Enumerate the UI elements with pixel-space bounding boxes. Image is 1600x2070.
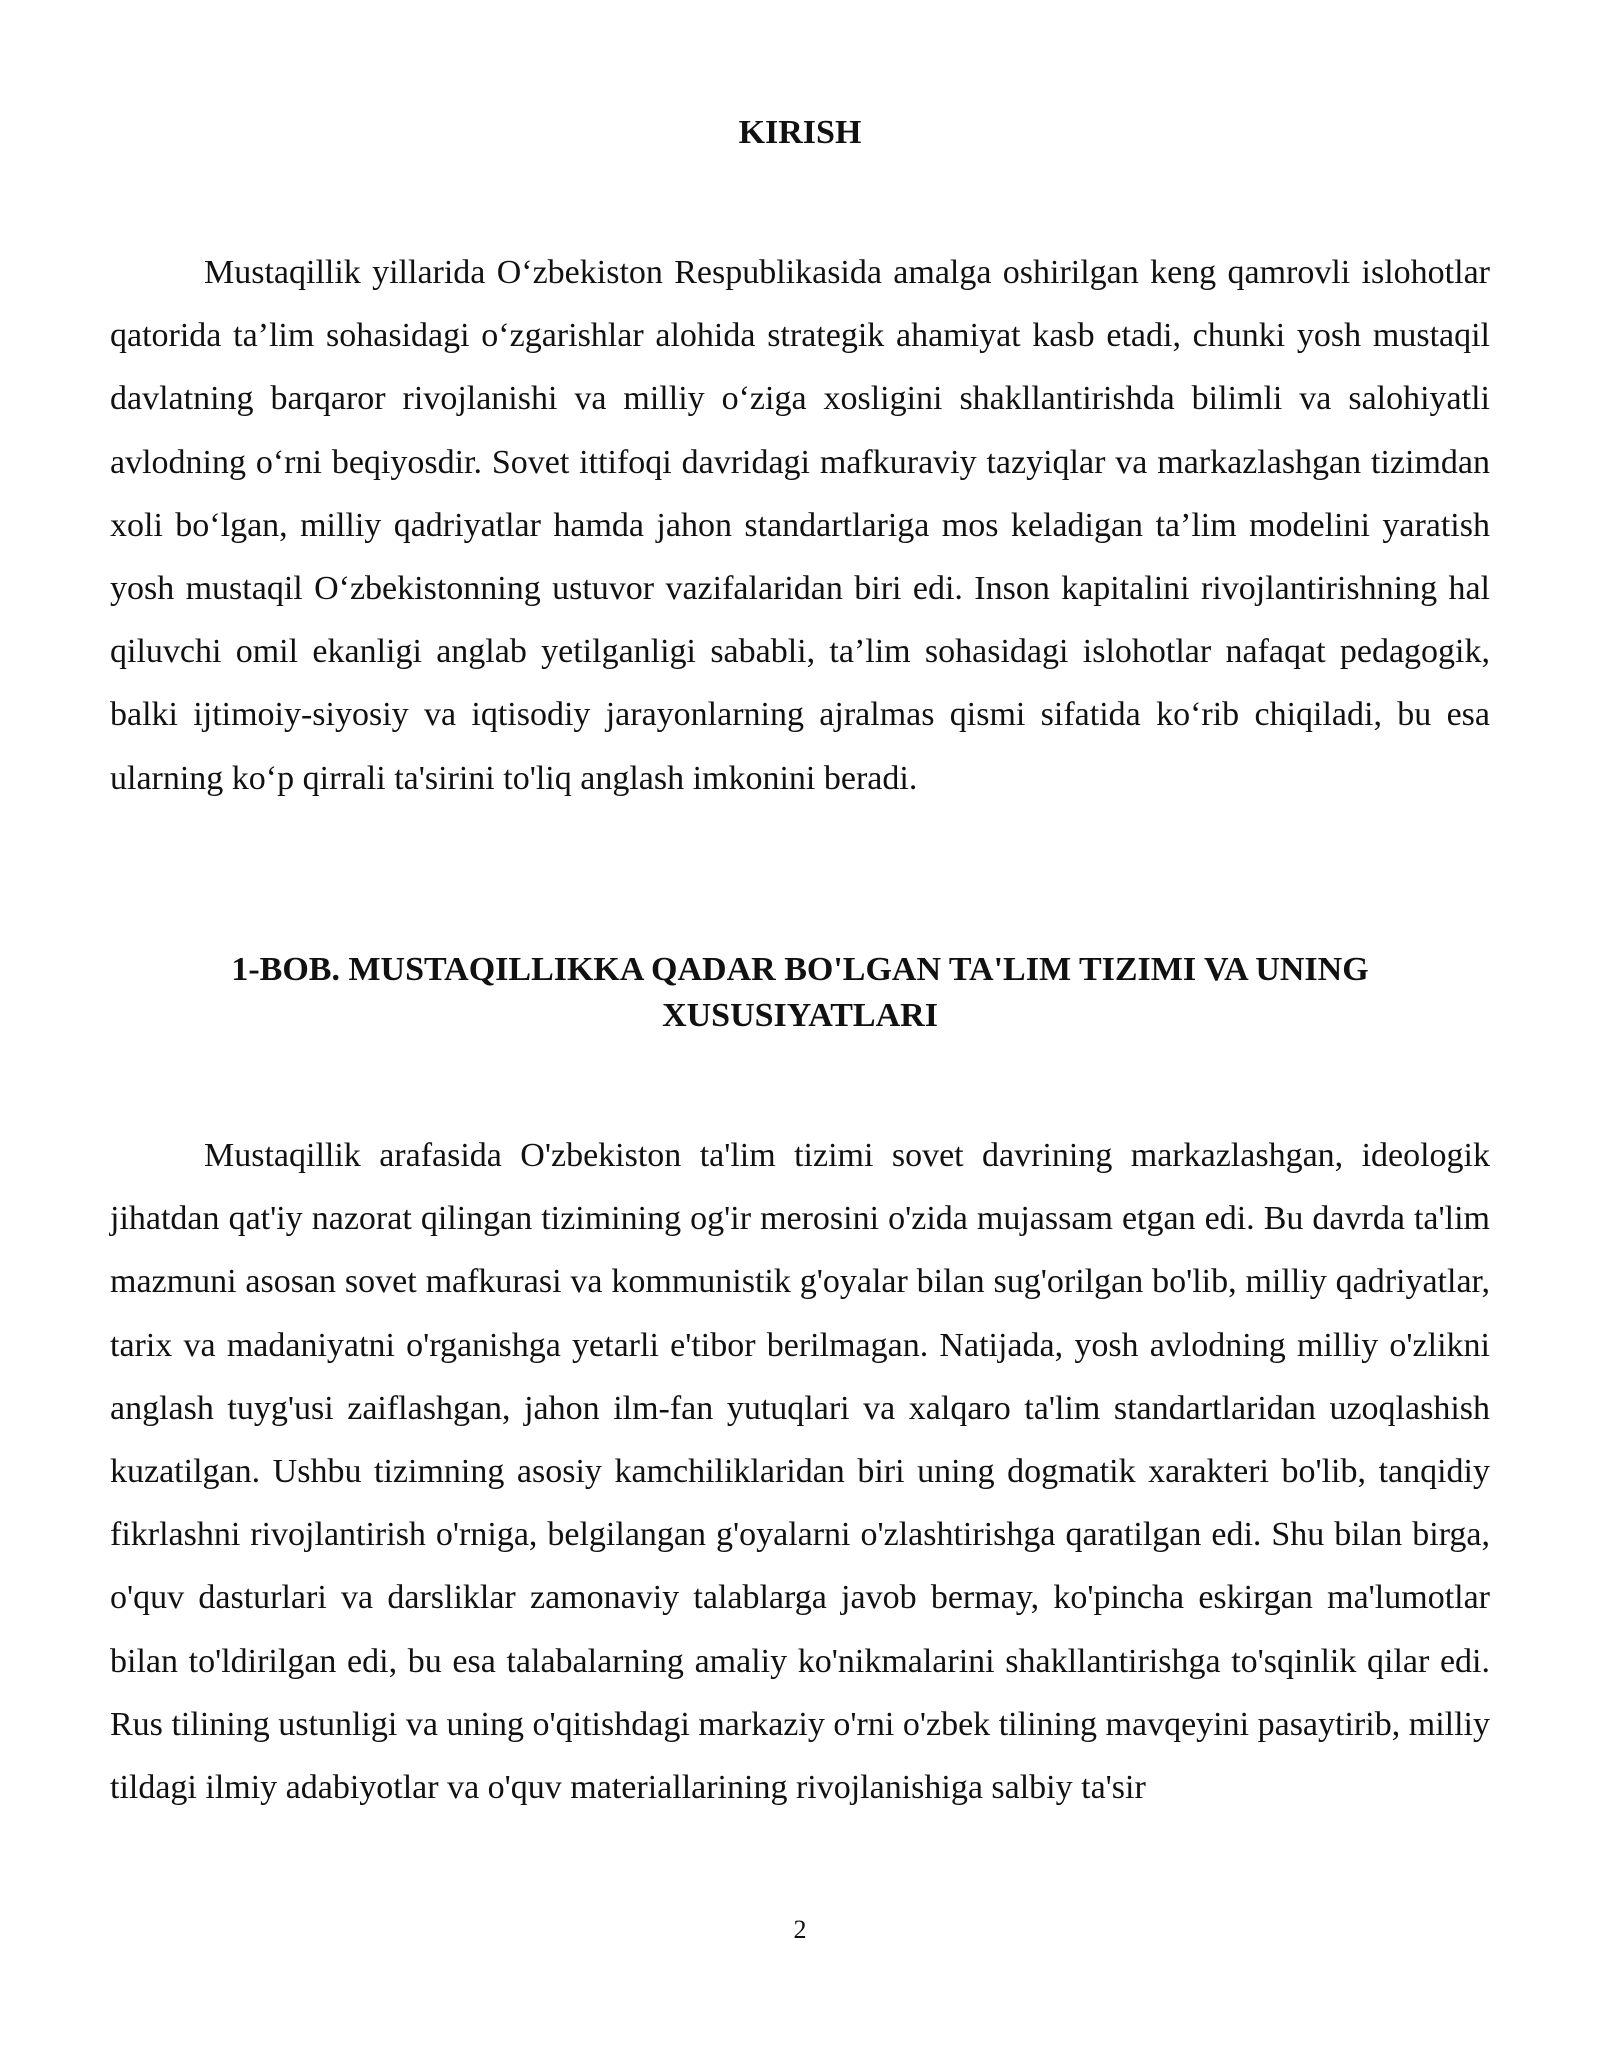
- chapter-paragraph: Mustaqillik arafasida O'zbekiston ta'lim tizimi sovet davrining markazlashgan, ideologik jihatdan qat'iy nazorat qilingan tizimining og'ir merosini o'zida mujassam etgan edi. Bu davrda ta'lim mazmuni asosan sovet mafkurasi va kommunistik g'oyalar bilan sug'orilgan bo'lib, milliy qadriyatlar, tarix va madaniyatni o'rganishga yetarli e'tibor berilmagan. Natijada, yosh avlodning milliy o'zlikni anglash tuyg'usi zaiflashgan, jahon ilm-fan yutuqlari va xalqaro ta'lim standartlaridan uzoqlashish kuzatilgan. Ushbu tizimning asosiy kamchiliklaridan biri uning dogmatik xarakteri bo'lib, tanqidiy fikrlashni rivojlantirish o'rniga, belgilangan g'oyalarni o'zlashtirishga qaratilgan edi. Shu bilan birga, o'quv dasturlari va darsliklar zamonaviy talablarga javob bermay, ko'pincha eskirgan ma'lumotlar bilan to'ldirilgan edi, bu esa talabalarning amaliy ko'nikmalarini shakllantirishga to'sqinlik qilar edi. Rus tilining ustunligi va uning o'qitishdagi markaziy o'rni o'zbek tilining mavqeyini pasaytirib, milliy tildagi ilmiy adabiyotlar va o'quv materiallarining rivojlanishiga salbiy ta'sir: [110, 1137, 1490, 1807]
- intro-paragraph: Mustaqillik yillarida O‘zbekiston Respublikasida amalga oshirilgan keng qamrovli islohotlar qatorida ta’lim sohasidagi o‘zgarishlar alohida strategik ahamiyat kasb etadi, chunki yosh mustaqil davlatning barqaror rivojlanishi va milliy o‘ziga xosligini shakllantirishda bilimli va salohiyatli avlodning o‘rni beqiyosdir. Sovet ittifoqi davridagi mafkuraviy tazyiqlar va markazlashgan tizimdan xoli bo‘lgan, milliy qadriyatlar hamda jahon standartlariga mos keladigan ta’lim modelini yaratish yosh mustaqil O‘zbekistonning ustuvor vazifalaridan biri edi. Inson kapitalini rivojlantirishning hal qiluvchi omil ekanligi anglab yetilganligi sababli, ta’lim sohasidagi islohotlar nafaqat pedagogik, balki ijtimoiy-siyosiy va iqtisodiy jarayonlarning ajralmas qismi sifatida ko‘rib chiqiladi, bu esa ularning ko‘p qirrali ta'sirini to'liq anglash imkonini beradi.: [110, 254, 1490, 797]
- page-number: 2: [793, 1915, 807, 1944]
- chapter-title-line-1: 1-BOB. MUSTAQILLIKKA QADAR BO'LGAN TA'LIM TIZIMI VA UNING: [231, 951, 1369, 988]
- chapter-title: [110, 947, 1490, 1039]
- chapter-title-line-2: XUSUSIYATLARI: [662, 997, 938, 1034]
- section-title-kirish: KIRISH: [738, 114, 862, 151]
